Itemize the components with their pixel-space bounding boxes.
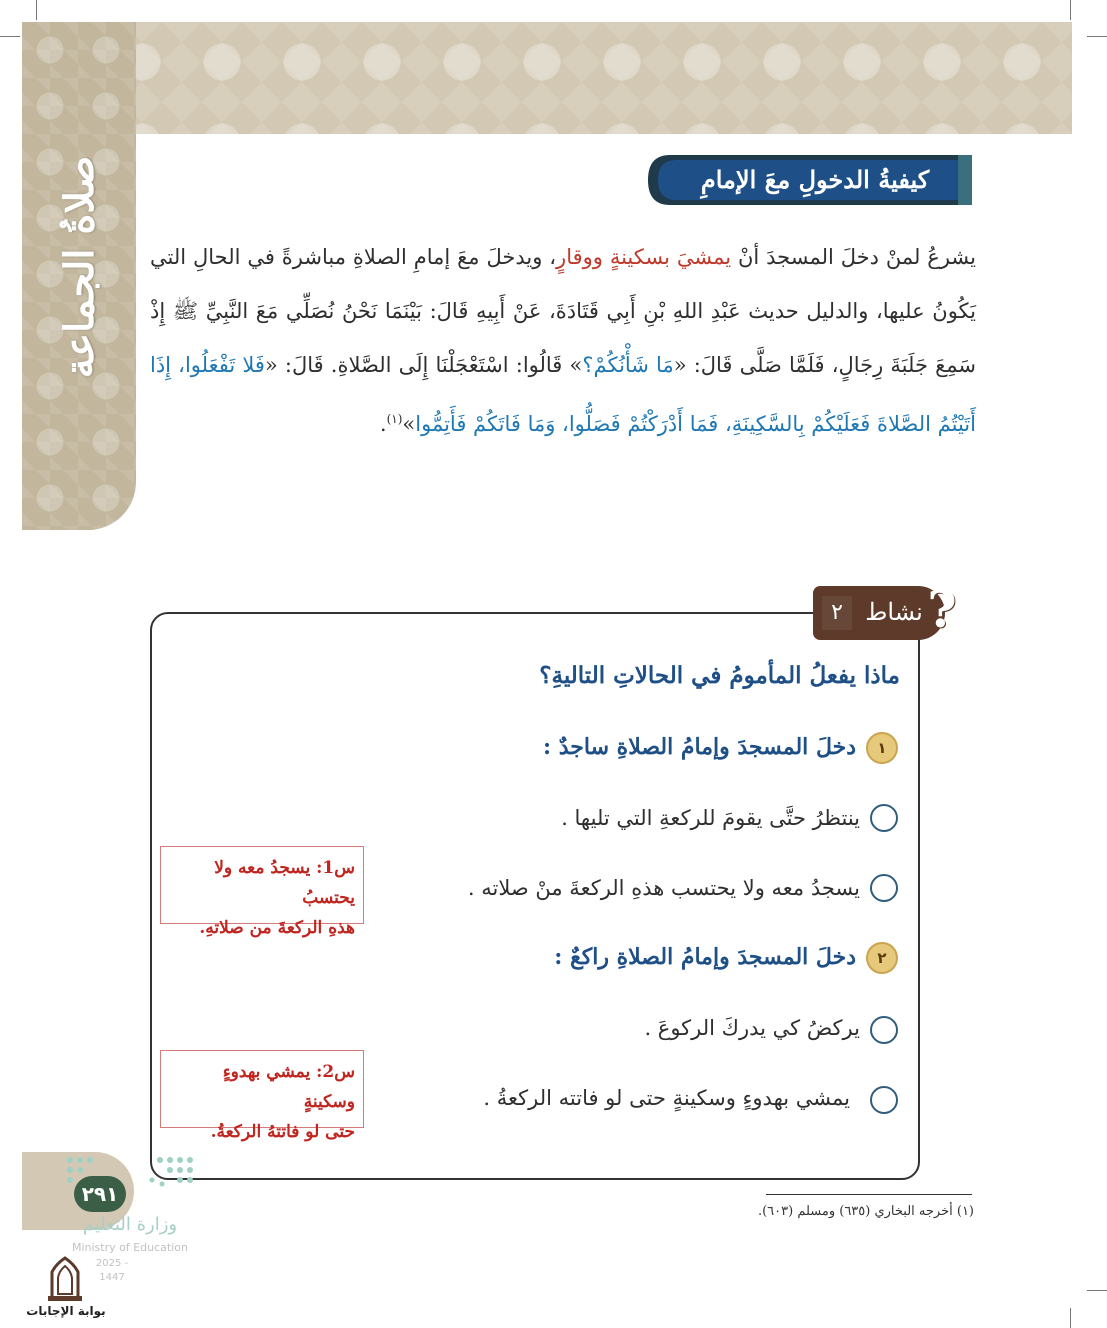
case-number-badge: ١	[866, 732, 898, 764]
chapter-title: صلاةُ الجماعة	[56, 155, 103, 379]
crop-mark	[1087, 36, 1107, 37]
side-band	[22, 22, 136, 530]
crop-mark	[1087, 1290, 1107, 1291]
answer-text: هذهِ الركعةَ من صلاتهِ.	[199, 918, 355, 938]
footnote: (١) أخرجه البخاري (٦٣٥) ومسلم (٦٠٣).	[757, 1204, 974, 1219]
answer-text: س1: يسجدُ معه ولا يحتسبُ	[214, 858, 355, 908]
case-heading: دخلَ المسجدَ وإمامُ الصلاةِ راكعٌ :	[554, 944, 856, 970]
radio-option[interactable]	[870, 874, 898, 902]
footnote-ref: (١)	[386, 412, 403, 426]
case-heading: دخلَ المسجدَ وإمامُ الصلاةِ ساجدٌ :	[542, 734, 856, 760]
question-mark-icon: ?	[927, 580, 957, 639]
case-number-badge: ٢	[866, 942, 898, 974]
answer-text: حتى لو فاتتهُ الركعةُ.	[210, 1122, 355, 1142]
option-text: ينتظرُ حتَّى يقومَ للركعةِ التي تليها .	[561, 806, 860, 830]
ministry-name-arabic: وزارة التعليم	[82, 1214, 178, 1235]
intro-highlight-red: يمشيَ بسكينةٍ ووقارٍ	[556, 245, 732, 269]
crop-mark	[0, 36, 20, 37]
crop-mark	[36, 0, 37, 20]
header-band	[22, 22, 1072, 134]
page-number: ٢٩١	[74, 1176, 126, 1212]
ministry-logo-icon	[62, 1154, 198, 1194]
activity-question: ماذا يفعلُ المأمومُ في الحالاتِ التاليةِ؟	[539, 662, 900, 689]
intro-paragraph	[150, 230, 976, 451]
intro-text: يشرعُ لمنْ دخلَ المسجدَ أنْ	[731, 245, 976, 269]
crop-mark	[1070, 1308, 1071, 1328]
radio-option[interactable]	[870, 1086, 898, 1114]
intro-text: .	[379, 412, 387, 436]
answer-text: س2: يمشي بهدوءٍ وسكينةٍ	[222, 1062, 355, 1112]
radio-option[interactable]	[870, 1016, 898, 1044]
activity-label: نشاط	[865, 598, 923, 626]
footnote-divider	[766, 1194, 972, 1195]
hadith-quote: فَلا تَفْعَلُوا، إِذَا أَتَيْتُمُ الصَّلاةَ فَعَلَيْكُمْ بِالسَّكِينَةِ، فَمَا أَدْرَكْتُمْ فَصَلُّوا، وَمَا فَاتَكُمْ فَأَتِمُّوا	[150, 353, 976, 436]
intro-text: »	[402, 412, 416, 436]
option-text: يركضُ كي يدركَ الركوعَ .	[644, 1016, 860, 1040]
hadith-quote: مَا شَأْنُكُمْ؟	[582, 353, 674, 377]
section-title-banner	[646, 152, 974, 208]
radio-option[interactable]	[870, 804, 898, 832]
ministry-name-english: Ministry of Education	[71, 1241, 188, 1254]
answer-box	[160, 846, 364, 938]
activity-number: ٢	[822, 596, 852, 630]
crop-mark	[1070, 0, 1071, 20]
answer-box	[160, 1050, 364, 1142]
section-title: كيفيةُ الدخولِ معَ الإمامِ	[700, 165, 930, 194]
intro-text: » قَالُوا: اسْتَعْجَلْنَا إِلَى الصَّلاةِ. قَالَ: «	[264, 353, 583, 377]
ministry-year: 2025 - 1447	[95, 1258, 129, 1283]
option-text: يمشي بهدوءٍ وسكينةٍ حتى لو فاتته الركعةُ .	[483, 1086, 850, 1110]
intro-text: ، ويدخلَ معَ إمامِ الصلاةِ مباشرةً في الحالِ التي يَكُونُ عليها، والدليل حديث عَبْدِ اللهِ بْنِ أَبِي قَتَادَةَ، عَنْ أَبِيهِ قَالَ: بَيْنَمَا نَحْنُ نُصَلِّي مَعَ النَّبِيِّ ﷺ إِذْ سَمِعَ جَلَبَةَ رِجَالٍ، فَلَمَّا صَلَّى قَالَ: «	[150, 245, 976, 377]
option-text: يسجدُ معه ولا يحتسب هذهِ الركعةَ منْ صلاته .	[467, 876, 860, 900]
portal-logo-icon	[44, 1256, 86, 1302]
portal-label: بوابة الإجابات	[26, 1304, 106, 1318]
